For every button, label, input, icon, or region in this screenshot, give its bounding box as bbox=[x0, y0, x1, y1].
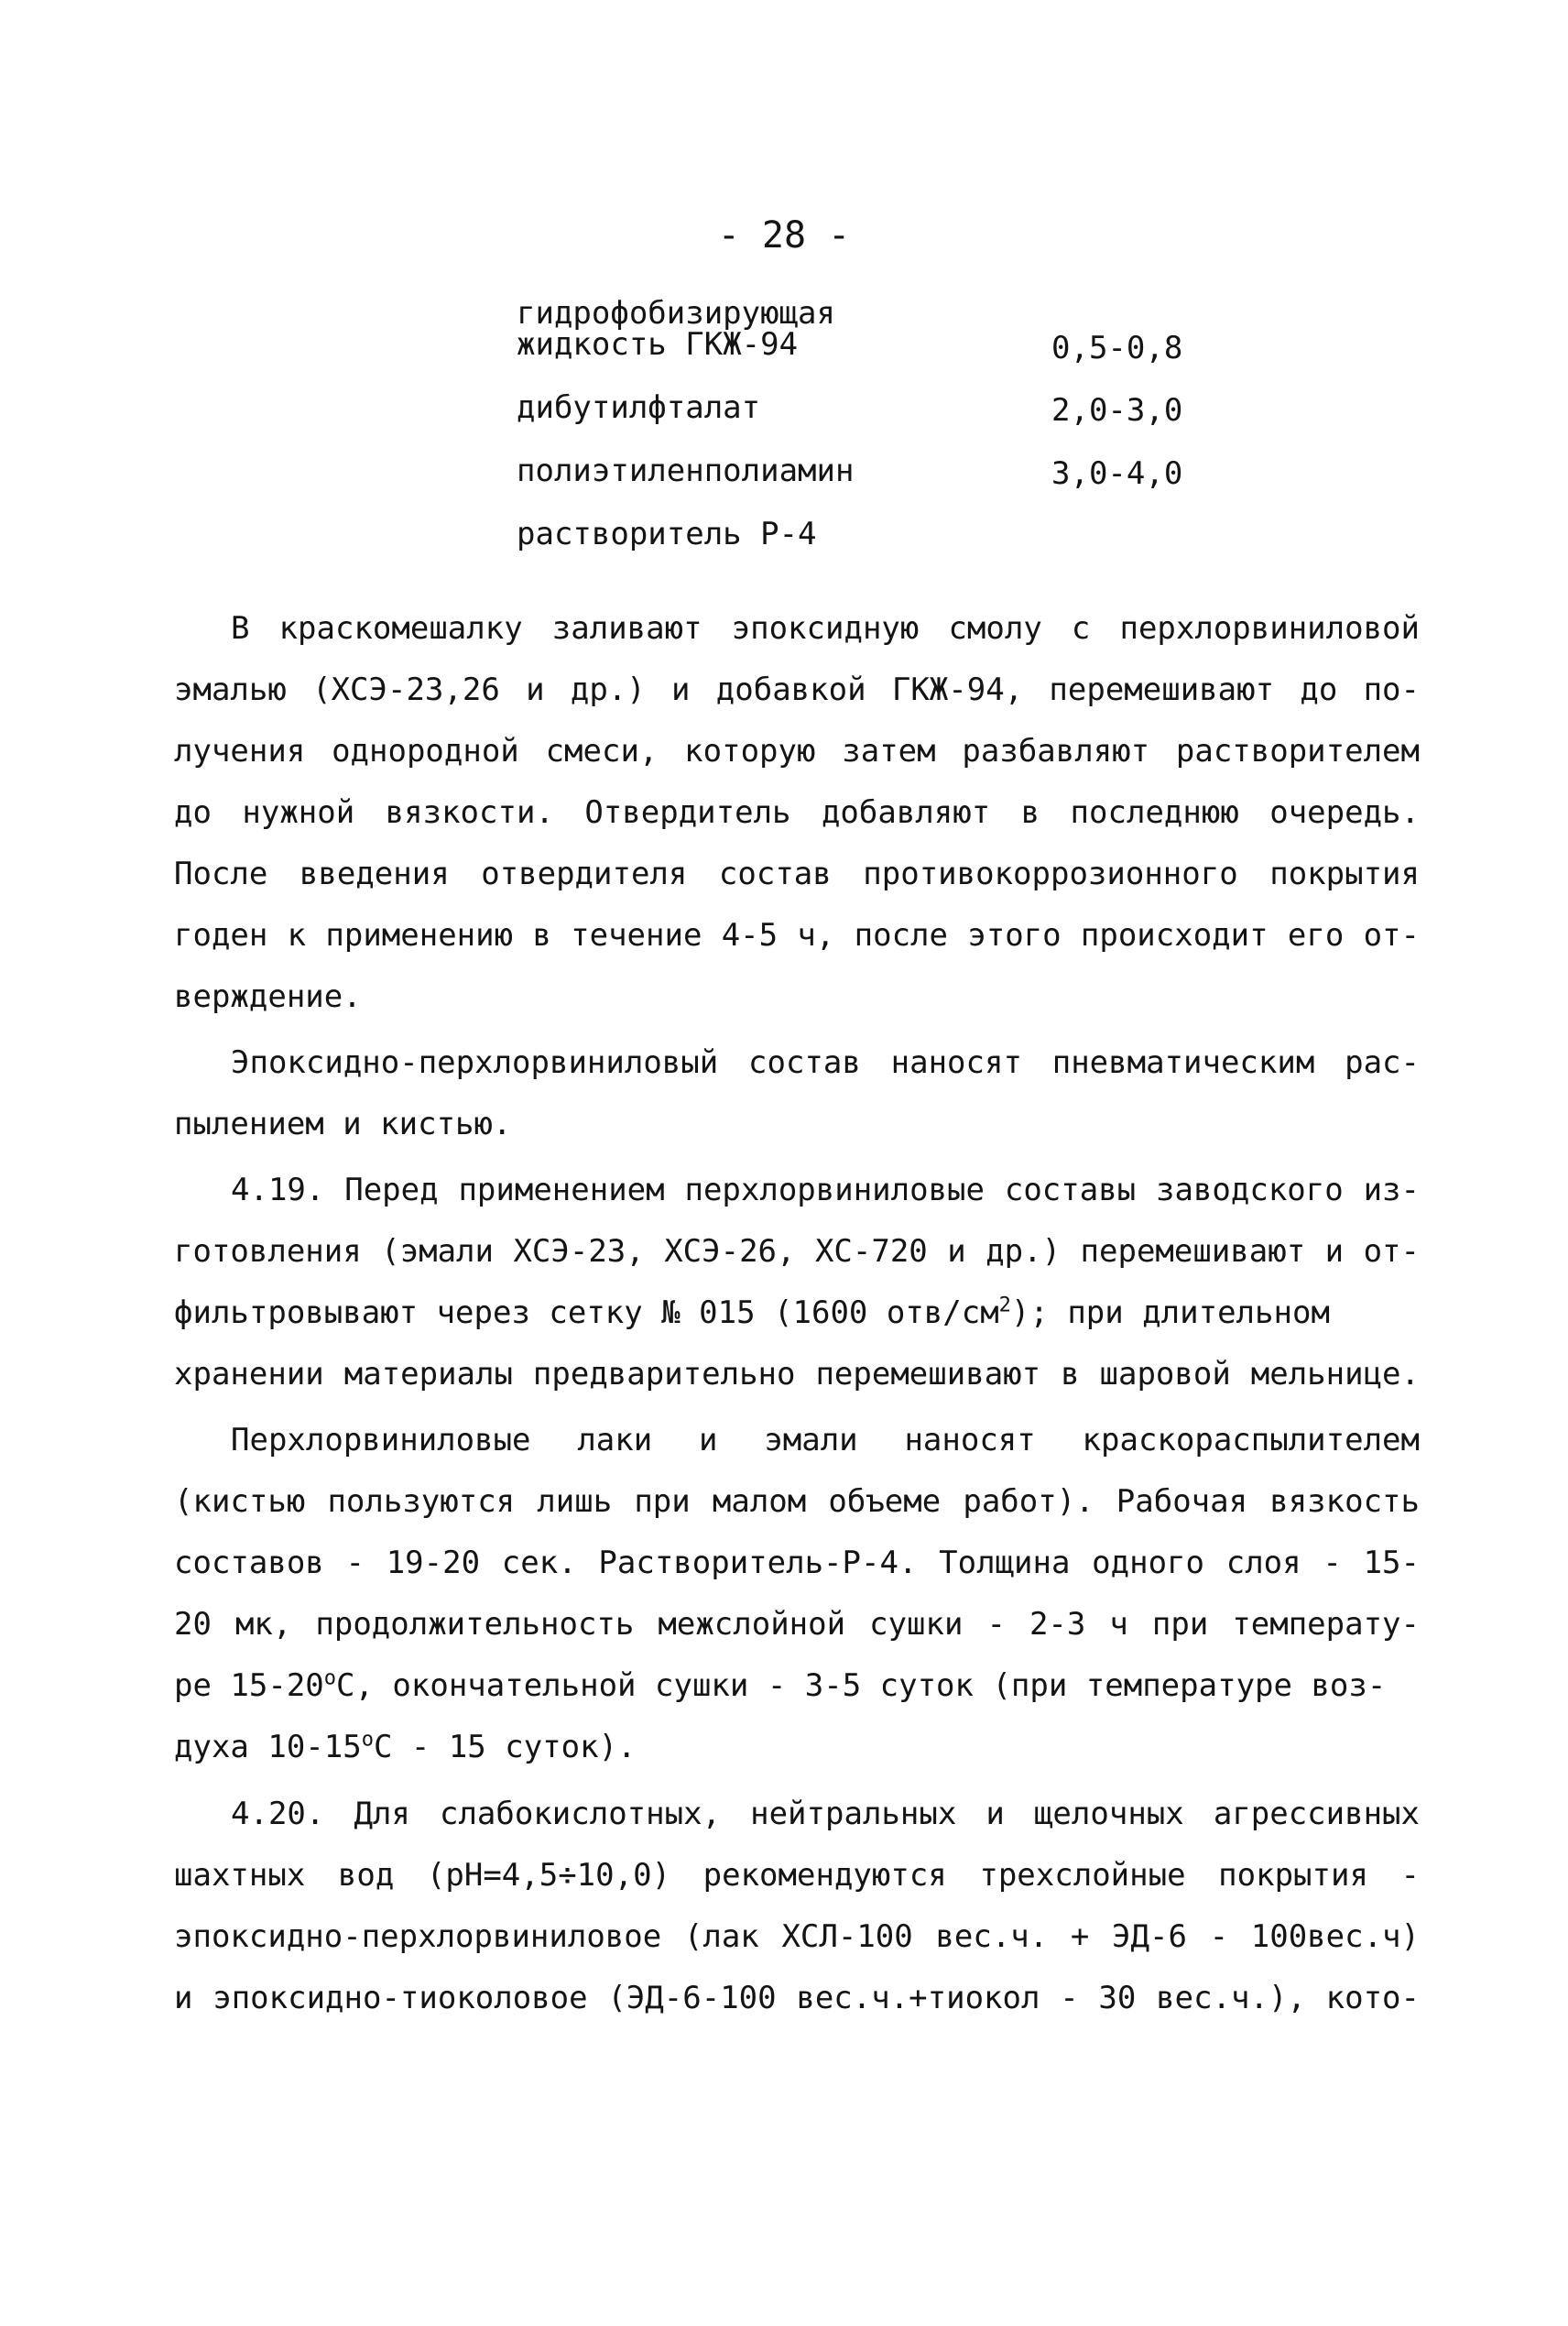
section-4-19-line: 4.19. Перед применением перхлорвиниловые составы заводского из- bbox=[231, 1172, 1420, 1208]
text-fragment: духа 10-15 bbox=[174, 1729, 362, 1765]
text-line: Перхлорвиниловые лаки и эмали наносят краскораспылителем bbox=[231, 1422, 1420, 1458]
component-name-line: жидкость ГКЖ-94 bbox=[517, 326, 799, 363]
superscript: о bbox=[323, 1666, 337, 1690]
text-line: 20 мк, продолжительность межслойной сушки - 2-3 ч при температу- bbox=[174, 1606, 1420, 1643]
text-line: (кистью пользуются лишь при малом объеме работ). Рабочая вязкость bbox=[174, 1483, 1420, 1520]
component-name-polyethylenepolyamine bbox=[517, 453, 855, 489]
text-fragment: ); при длительном bbox=[1010, 1294, 1330, 1331]
component-name-line: дибутилфталат bbox=[517, 389, 761, 426]
section-4-20-line: 4.20. Для слабокислотных, нейтральных и щелочных агрессивных bbox=[231, 1796, 1420, 1832]
text-line: пылением и кистью. bbox=[174, 1106, 512, 1142]
superscript: о bbox=[361, 1728, 374, 1752]
text-line: составов - 19-20 сек. Растворитель-Р-4. Толщина одного слоя - 15- bbox=[174, 1545, 1420, 1581]
component-name-solvent-r4 bbox=[517, 516, 817, 552]
page-number: - 28 - bbox=[717, 214, 851, 257]
text-line: годен к применению в течение 4-5 ч, после этого происходит его от- bbox=[174, 917, 1420, 954]
text-line-with-superscript bbox=[174, 1667, 1386, 1704]
text-line: В краскомешалку заливают эпоксидную смолу с перхлорвиниловой bbox=[231, 610, 1420, 647]
component-value-polyethylenepolyamine: 3,0-4,0 bbox=[1051, 455, 1183, 492]
superscript: 2 bbox=[998, 1294, 1011, 1317]
text-line: Эпоксидно-перхлорвиниловый состав наносят пневматическим рас- bbox=[231, 1044, 1420, 1081]
component-name-gkzh bbox=[517, 295, 835, 363]
component-value-dibutylphthalate: 2,0-3,0 bbox=[1051, 392, 1183, 429]
text-line: эпоксидно-перхлорвиниловое (лак ХСЛ-100 вес.ч. + ЭД-6 - 100вес.ч) bbox=[174, 1918, 1420, 1955]
text-fragment: фильтровывают через сетку № 015 (1600 отв/см bbox=[174, 1294, 999, 1331]
text-line: лучения однородной смеси, которую затем разбавляют растворителем bbox=[174, 733, 1420, 770]
text-line: готовления (эмали ХСЭ-23, ХСЭ-26, ХС-720 и др.) перемешивают и от- bbox=[174, 1233, 1420, 1270]
component-name-line: растворитель Р-4 bbox=[517, 516, 817, 552]
text-line-with-superscript bbox=[174, 1729, 637, 1765]
text-fragment: С, окончательной сушки - 3-5 суток (при температуре воз- bbox=[336, 1667, 1387, 1704]
text-line: и эпоксидно-тиоколовое (ЭД-6-100 вес.ч.+тиокол - 30 вес.ч.), кото- bbox=[174, 1980, 1420, 2016]
text-line: После введения отвердителя состав противокоррозионного покрытия bbox=[174, 856, 1420, 892]
component-name-line: полиэтиленполиамин bbox=[517, 453, 855, 489]
text-line: шахтных вод (рН=4,5÷10,0) рекомендуются трехслойные покрытия - bbox=[174, 1857, 1420, 1894]
component-value-gkzh: 0,5-0,8 bbox=[1051, 330, 1183, 366]
text-fragment: ре 15-20 bbox=[174, 1667, 324, 1704]
text-line: хранении материалы предварительно перемешивают в шаровой мельнице. bbox=[174, 1356, 1420, 1392]
text-line-with-superscript bbox=[174, 1294, 1330, 1331]
text-fragment: С - 15 суток). bbox=[373, 1729, 637, 1765]
text-line: до нужной вязкости. Отвердитель добавляют в последнюю очередь. bbox=[174, 794, 1420, 831]
component-name-dibutylphthalate bbox=[517, 389, 761, 426]
text-line: эмалью (ХСЭ-23,26 и др.) и добавкой ГКЖ-94, перемешивают до по- bbox=[174, 672, 1420, 708]
component-name-line: гидрофобизирующая bbox=[517, 295, 835, 332]
text-line: верждение. bbox=[174, 978, 362, 1015]
